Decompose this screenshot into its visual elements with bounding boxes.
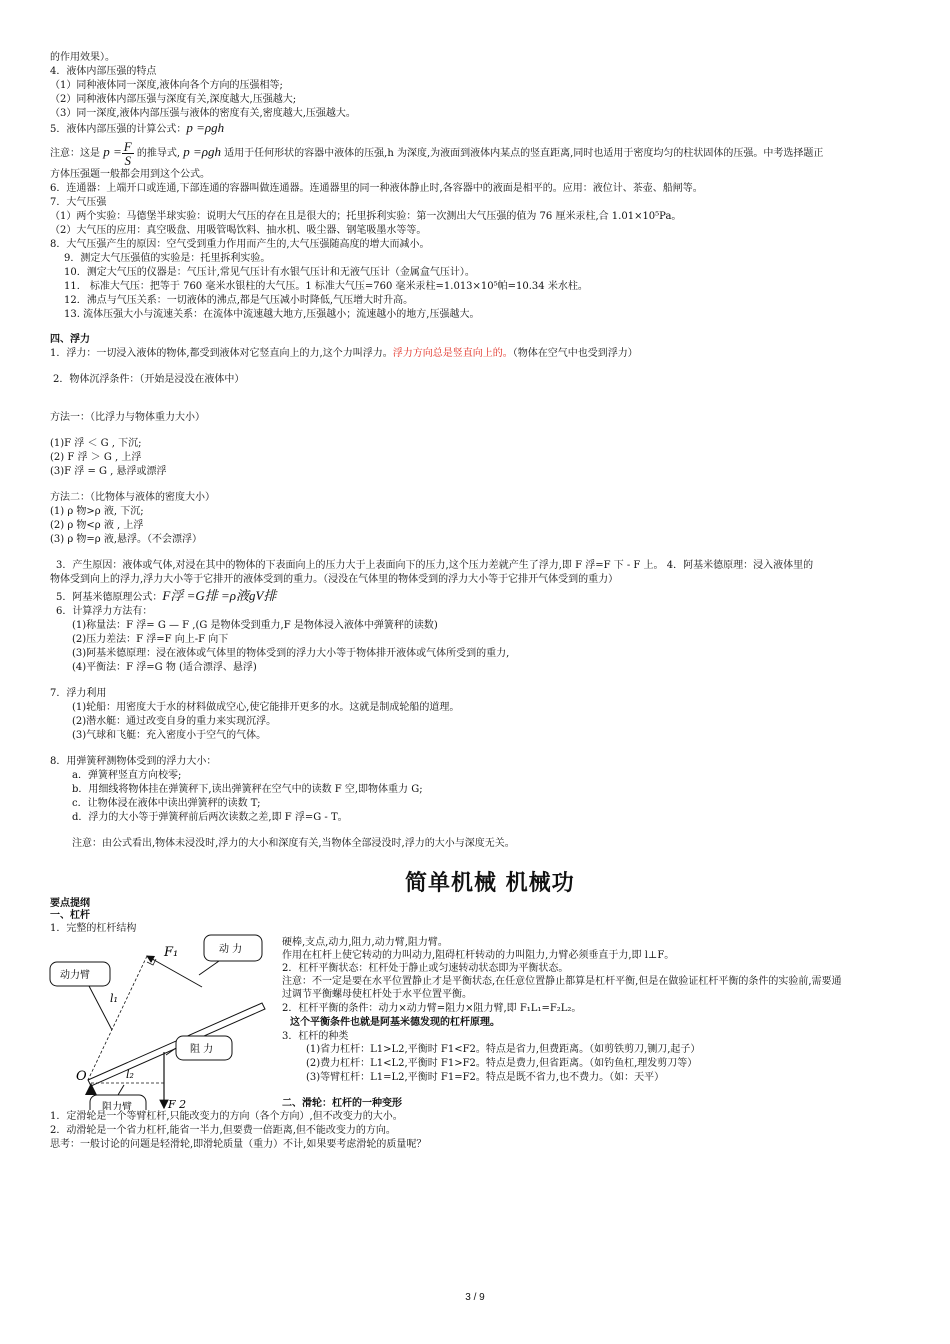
text-line: 8．大气压强产生的原因：空气受到重力作用而产生的,大气压强随高度的增大而减小。 — [50, 239, 430, 250]
label-o: O — [76, 1069, 87, 1084]
page-number: 3 / 9 — [465, 1292, 485, 1303]
text-line: 8．用弹簧秤测物体受到的浮力大小： — [50, 756, 217, 767]
text-line: 7．浮力利用 — [50, 688, 107, 699]
text-line: 这个平衡条件也就是阿基米德发现的杠杆原理。 — [290, 1017, 500, 1028]
text-line: 作用在杠杆上使它转动的力叫动力,阻碍杠杆转动的力叫阻力,力臂必须垂直于力,即 l⊥F。 — [282, 950, 675, 961]
text-line: (2)费力杠杆：L1<L2,平衡时 F1>F2。特点是费力,但省距离。（如钓鱼杠,理发剪刀等） — [306, 1058, 698, 1069]
text-line: 方法一：（比浮力与物体重力大小） — [50, 412, 205, 423]
text-suffix: 适用于任何形状的容器中液体的压强,h 为深度,为液面到液体内某点的竖直距离,同时也适用于密度均匀的柱状固体的压强。中考选择题正 — [220, 148, 824, 159]
text-line: (1) ρ 物>ρ 液, 下沉; — [50, 506, 144, 517]
text-line: 2．杠杆平衡状态：杠杆处于静止或匀速转动状态即为平衡状态。 — [282, 963, 569, 974]
text-line: (1)轮船：用密度大于水的材料做成空心,使它能排开更多的水。这就是制成轮船的道理。 — [72, 702, 460, 713]
text-suffix: （物体在空气中也受到浮力） — [512, 348, 638, 359]
text-line: 6．计算浮力方法有： — [56, 606, 153, 617]
text-line — [56, 590, 276, 604]
text-line: （1）同种液体同一深度,液体向各个方向的压强相等; — [50, 80, 283, 91]
text-line: (3)气球和飞艇：充入密度小于空气的气体。 — [72, 730, 267, 741]
label-f2: F 2 — [168, 1098, 187, 1110]
text-line: (2) ρ 物<ρ 液 , 上浮 — [50, 520, 144, 531]
text-line — [50, 122, 224, 136]
fraction-denominator: S — [124, 153, 131, 168]
text-line: （2）同种液体内部压强与深度有关,深度越大,压强越大; — [50, 94, 297, 105]
label-f1: F₁ — [164, 945, 179, 960]
text-line: (2) F 浮 ＞ G , 上浮 — [50, 452, 142, 463]
text-line: 硬棒,支点,动力,阻力,动力臂,阻力臂。 — [282, 937, 448, 948]
page-title: 简单机械 机械功 — [405, 871, 575, 896]
label-dongbi: 动力臂 — [60, 970, 90, 981]
formula-archimedes: F浮 =G排 =ρ液gV排 — [162, 588, 277, 603]
label-l2: l₂ — [126, 1068, 134, 1081]
text-line: 1．完整的杠杆结构 — [50, 923, 137, 934]
section-heading: 要点提纲 — [50, 898, 90, 909]
text-line — [50, 348, 638, 360]
text-line: 4．液体内部压强的特点 — [50, 66, 157, 77]
text-line: 注意：由公式看出,物体未浸没时,浮力的大小和深度有关,当物体全部浸没时,浮力的大小与深度无关。 — [72, 838, 515, 849]
text-line: 思考：一般讨论的问题是轻滑轮,即滑轮质量（重力）不计,如果要考虑滑轮的质量呢？ — [50, 1139, 427, 1150]
label-l1: l₁ — [110, 992, 118, 1005]
text-line: 9．测定大气压强值的实验是：托里拆利实验。 — [64, 253, 271, 264]
formula-pressure: p =ρgh — [186, 120, 225, 135]
formula-p: p = — [103, 144, 122, 159]
highlight-text: 浮力方向总是竖直向上的。 — [392, 348, 513, 359]
text-line: (4)平衡法：F 浮=G 物 (适合漂浮、悬浮) — [72, 662, 257, 673]
text-line: (1)称量法：F 浮= G — F ,(G 是物体受到重力,F 是物体浸入液体中弹簧秤的读数) — [72, 620, 438, 631]
text-line: (3)阿基米德原理：浸在液体或气体里的物体受到的浮力大小等于物体排开液体或气体所受到的重力, — [72, 648, 510, 659]
text-line: 12．沸点与气压关系：一切液体的沸点,都是气压减小时降低,气压增大时升高。 — [64, 295, 414, 306]
text-line: 物体受到向上的浮力,浮力大小等于它排开的液体受到的重力。（浸没在气体里的物体受到的浮力大小等于它排开气体受到的重力） — [50, 574, 619, 585]
text-line: 2．动滑轮是一个省力杠杆,能省一半力,但要费一倍距离,但不能改变力的方向。 — [50, 1125, 396, 1136]
label-zubi: 阻力臂 — [102, 1102, 132, 1110]
lever-diagram — [44, 930, 284, 1110]
text-line: (3)等臂杠杆：L1=L2,平衡时 F1=F2。特点是既不省力,也不费力。（如：天平） — [306, 1072, 665, 1083]
text-line: 7．大气压强 — [50, 197, 107, 208]
fulcrum-icon — [85, 1083, 97, 1095]
text-line: (1)省力杠杆：L1>L2,平衡时 F1<F2。特点是省力,但费距离。（如剪铁剪刀,铡刀,起子） — [306, 1044, 701, 1055]
fraction-numerator: F — [123, 139, 132, 154]
text-prefix: 注意：这是 — [50, 148, 104, 159]
text-line: 2．杠杆平衡的条件：动力×动力臂=阻力×阻力臂,即 F₁L₁=F₂L₂。 — [282, 1003, 582, 1014]
text-line: (3)F 浮 = G , 悬浮或漂浮 — [50, 466, 167, 477]
text-prefix: 1．浮力：一切浸入液体的物体,都受到液体对它竖直向上的力,这个力叫浮力。 — [50, 348, 393, 359]
text-line: 11． 标准大气压：把等于 760 毫米水银柱的大气压。1 标准大气压=760 毫米汞柱=1.013×10⁵帕=10.34 米水柱。 — [64, 281, 588, 292]
label-zuli: 阻 力 — [190, 1044, 214, 1055]
text-line: b．用细线将物体挂在弹簧秤下,读出弹簧秤在空气中的读数 F 空,即物体重力 G; — [72, 784, 423, 795]
text-line — [50, 137, 823, 167]
text-line: 过调节平衡螺母使杠杆处于水平位置平衡。 — [282, 989, 472, 1000]
text-line: 6．连通器：上端开口或连通,下部连通的容器叫做连通器。连通器里的同一种液体静止时,各容器中的液面是相平的。应用：液位计、茶壶、船闸等。 — [50, 183, 703, 194]
section-heading: 四、浮力 — [50, 334, 90, 345]
formula-pressure-2: p =ρgh — [183, 144, 221, 159]
text-line: (2)压力差法：F 浮=F 向上-F 向下 — [72, 634, 229, 645]
text-prefix: 5．液体内部压强的计算公式： — [50, 124, 187, 135]
text-line: (1)F 浮 ＜ G , 下沉; — [50, 438, 142, 449]
section-heading: 一、杠杆 — [50, 910, 90, 921]
text-line: （3）同一深度,液体内部压强与液体的密度有关,密度越大,压强越大。 — [50, 108, 356, 119]
text-line: （1）两个实验：马德堡半球实验：说明大气压的存在且是很大的；托里拆利实验：第一次测出大气压强的值为 76 厘米汞柱,合 1.01×10⁵Pa。 — [50, 211, 682, 222]
text-line: 13. 流体压强大小与流速关系：在流体中流速越大地方,压强越小；流速越小的地方,压强越大。 — [64, 309, 480, 320]
text-line: 注意：不一定是要在水平位置静止才是平衡状态,在任意位置静止都算是杠杆平衡,但是在做验证杠杆平衡的条件的实验前,需要通 — [282, 976, 842, 987]
text-line: (2)潜水艇：通过改变自身的重力来实现沉浮。 — [72, 716, 277, 727]
text-mid: 的推导式, — [133, 148, 184, 159]
text-line: 1．定滑轮是一个等臂杠杆,只能改变力的方向（各个方向）,但不改变力的大小。 — [50, 1111, 403, 1122]
text-line: 10．测定大气压的仪器是：气压计,常见气压计有水银气压计和无液气压计（金属盒气压计）。 — [64, 267, 475, 278]
text-line: (3) ρ 物=ρ 液,悬浮。（不会漂浮） — [50, 534, 203, 545]
text-line: 方体压强题一般都会用到这个公式。 — [50, 169, 210, 180]
section-heading: 二、滑轮：杠杆的一种变形 — [282, 1098, 402, 1109]
fraction-f-over-s — [122, 140, 134, 167]
text-line: （2）大气压的应用：真空吸盘、用吸管喝饮料、抽水机、吸尘器、钢笔吸墨水等等。 — [50, 225, 427, 236]
text-line: a．弹簧秤竖直方向校零; — [72, 770, 182, 781]
text-prefix: 5．阿基米德原理公式： — [56, 592, 163, 603]
label-dongli: 动 力 — [219, 944, 243, 955]
text-line: 3．杠杆的种类 — [282, 1031, 349, 1042]
text-line: 方法二：（比物体与液体的密度大小） — [50, 492, 215, 503]
text-line: d．浮力的大小等于弹簧秤前后两次读数之差,即 F 浮=G - T。 — [72, 812, 348, 823]
text-line: 的作用效果）。 — [50, 52, 115, 63]
text-line: c．让物体浸在液体中读出弹簧秤的读数 T; — [72, 798, 261, 809]
text-line: 2．物体沉浮条件：（开始是浸没在液体中） — [53, 374, 245, 385]
text-line: 3．产生原因：液体或气体,对浸在其中的物体的下表面向上的压力大于上表面向下的压力,这个压力差就产生了浮力,即 F 浮=F 下 - F 上。 4．阿基米德原理：浸入液体里的 — [56, 560, 814, 571]
